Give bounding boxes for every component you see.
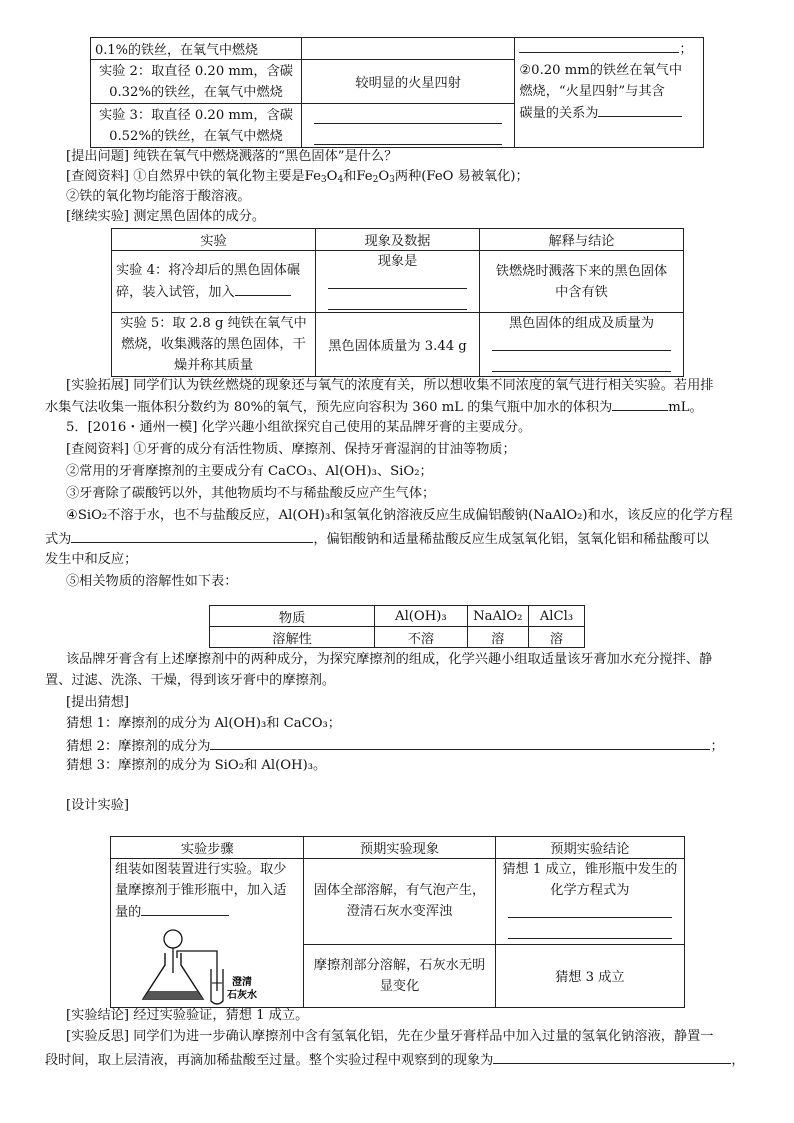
cell-text: 现象是 [377, 254, 418, 269]
answer-blank[interactable] [493, 1049, 731, 1064]
cell-text: 猜想 3 成立 [555, 970, 625, 986]
table1-row0-col2 [301, 38, 514, 60]
apparatus-diagram [115, 925, 295, 1007]
cell-text: 组装如图装置进行实验。取少 [115, 862, 287, 877]
table1-row2-col1 [91, 104, 302, 148]
table2-r2c2 [316, 313, 480, 377]
answer-blank[interactable] [508, 905, 672, 918]
design-table [110, 836, 685, 1008]
cell-text: 0.1%的铁丝，在氧气中燃烧 [95, 43, 259, 58]
sol-cell: Al(OH)₃ [375, 606, 467, 627]
funnel-bulb [164, 930, 182, 948]
info5-6: 发生中和反应； [45, 552, 138, 567]
answer-blank[interactable] [328, 297, 467, 310]
table1-row0-col1 [91, 38, 302, 60]
table2-r1c3 [480, 251, 684, 313]
cell-text: ②0.20 mm的铁丝在氧气中 [519, 63, 683, 78]
table3-r2c3 [495, 944, 684, 1007]
answer-blank[interactable] [314, 111, 502, 124]
flask-contents [143, 991, 203, 999]
info-text-2: ②铁的氧化物均能溶于酸溶液。 [66, 189, 251, 204]
answer-blank[interactable] [612, 396, 668, 411]
info5-2: ②常用的牙膏摩擦剂的主要成分有 CaCO₃、Al(OH)₃、SiO₂； [66, 464, 433, 479]
reflect-text-1: [实验反思] 同学们为进一步确认摩擦剂中含有氢氧化铝，先在少量牙膏样品中加入过量的氢氧化钠溶液，静置一 [66, 1029, 714, 1044]
experiment-table-1 [90, 37, 704, 148]
para-1: 该品牌牙膏含有上述摩擦剂中的两种成分，为探究摩擦剂的组成，化学兴趣小组取适量该牙膏加水充分搅拌、静 [66, 652, 713, 667]
info5-4: ④SiO₂不溶于水，也不与盐酸反应，Al(OH)₃和氢氧化钠溶液反应生成偏铝酸钠(NaAlO₂)和水，该反应的化学方程 [66, 508, 733, 523]
cell-text: 黑色固体的组成及质量为 [508, 316, 655, 331]
apparatus-label: 石灰水 [227, 990, 257, 1001]
cell-text: 中含有铁 [555, 284, 608, 300]
para-2: 置、过滤、洗涤、干燥，得到该牙膏中的摩擦剂。 [45, 673, 336, 688]
answer-blank[interactable] [519, 38, 679, 53]
table2-header: 实验 [112, 229, 316, 251]
experiment-table-2 [111, 228, 684, 377]
answer-blank[interactable] [314, 132, 502, 145]
cell-text: 燥并称其质量 [173, 358, 254, 373]
table2-r2c1 [112, 313, 316, 377]
question-text: [提出问题] 纯铁在氧气中燃烧溅落的“黑色固体”是什么？ [66, 149, 398, 164]
answer-blank[interactable] [71, 528, 313, 543]
guess-heading: [提出猜想] [66, 695, 130, 710]
cell-text: 燃烧，“火星四射”与其含 [519, 84, 665, 99]
table2-r1c2 [316, 251, 480, 313]
cell-text: 量摩擦剂于锥形瓶中，加入适 [115, 883, 287, 898]
table3-r1c3 [495, 859, 684, 945]
cell-text: 燃烧，收集溅落的黑色固体，干 [121, 337, 306, 352]
info5-5: 式为 ，偏铝酸钠和适量稀盐酸反应生成氢氧化铝，氢氧化铝和稀盐酸可以 [45, 528, 709, 550]
reflect-text-2: 段时间，取上层清液，再滴加稀盐酸至过量。整个实验过程中观察到的现象为 ， [45, 1049, 745, 1071]
expand-text-1: [实验拓展] 同学们认为铁丝燃烧的现象还与氧气的浓度有关，所以想收集不同浓度的氧气进行相关实验。若用排 [66, 378, 714, 393]
cell-text: 实验 4：将冷却后的黑色固体碾 [116, 263, 301, 278]
table1-row2-col2 [301, 104, 514, 148]
table2-r1c1 [112, 251, 316, 313]
cell-text: 碳量的关系为 [519, 106, 599, 121]
answer-blank[interactable] [328, 276, 467, 289]
cell-text: 0.32%的铁丝，在氧气中燃烧 [109, 84, 283, 100]
table2-header: 解释与结论 [480, 229, 684, 251]
cell-text: 显变化 [379, 978, 420, 994]
table3-header: 预期实验现象 [304, 837, 495, 859]
info5-3: ③牙膏除了碳酸钙以外，其他物质均不与稀盐酸反应产生气体； [66, 486, 436, 501]
cell-text: 摩擦剂部分溶解，石灰水无明 [313, 957, 486, 973]
table3-r1c2 [304, 859, 495, 945]
conclusion-text: [实验结论] 经过实验验证，猜想 1 成立。 [66, 1008, 309, 1023]
answer-blank[interactable] [235, 281, 291, 296]
info5-1: [查阅资料] ①牙膏的成分有活性物质、摩擦剂、保持牙膏湿润的甘油等物质； [66, 442, 516, 457]
expand-text-2: 水集气法收集一瓶体积分数约为 80%的氧气，预先应向容积为 360 mL 的集气瓶中加水的体积为 mL。 [45, 396, 703, 418]
table1-col3 [515, 38, 704, 148]
cell-text: 量的 [115, 905, 142, 920]
sol-cell: 溶解性 [210, 627, 375, 648]
table1-row1-col1 [91, 60, 302, 104]
cell-text: 较明显的火星四射 [355, 76, 461, 91]
info-text: [查阅资料] ①自然界中铁的氧化物主要是$Fe_3O_4$和$Fe_2O_3$两种(FeO 易被氧化)； [66, 169, 529, 185]
answer-blank[interactable] [210, 735, 710, 750]
cell-text: 实验 2：取直径 0.20 mm，含碳 [98, 63, 293, 79]
solubility-table [209, 605, 585, 648]
apparatus-label: 澄清 [232, 977, 252, 988]
info5-7: ⑤相关物质的溶解性如下表： [66, 574, 238, 589]
cell-text: 铁燃烧时溅落下来的黑色固体 [495, 263, 668, 279]
sol-cell: 物质 [210, 606, 375, 627]
table2-header: 现象及数据 [316, 229, 480, 251]
sol-cell: 不溶 [375, 627, 467, 648]
cell-text: 化学方程式为 [550, 883, 630, 898]
answer-blank[interactable] [492, 359, 671, 372]
table3-header: 预期实验结论 [495, 837, 684, 859]
answer-blank[interactable] [508, 926, 672, 939]
table3-r2c2 [304, 944, 495, 1007]
cell-text: 0.52%的铁丝，在氧气中燃烧 [109, 128, 283, 144]
sol-cell: AlCl₃ [528, 606, 584, 627]
guess-3: 猜想 3：摩擦剂的成分为 SiO₂和 Al(OH)₃。 [66, 758, 327, 773]
table3-step [111, 859, 304, 1008]
table3-header: 实验步骤 [111, 837, 304, 859]
cell-text: 澄清石灰水变浑浊 [346, 904, 453, 920]
answer-blank[interactable] [492, 338, 671, 351]
table1-row1-col2 [301, 60, 514, 104]
cell-text: 碎，装入试管，加入 [116, 285, 235, 300]
cell-text: 固体全部溶解，有气泡产生， [313, 883, 486, 899]
sol-cell: NaAlO₂ [467, 606, 528, 627]
sol-cell: 溶 [528, 627, 584, 648]
answer-blank[interactable] [141, 901, 229, 916]
cell-text: 黑色固体质量为 3.44 g [328, 339, 467, 354]
guess-2: 猜想 2：摩擦剂的成分为 ； [66, 735, 724, 757]
cell-text: 实验 5：取 2.8 g 纯铁在氧气中 [120, 316, 307, 331]
continue-text: [继续实验] 测定黑色固体的成分。 [66, 209, 266, 224]
sol-cell: 溶 [467, 627, 528, 648]
answer-blank[interactable] [598, 102, 682, 117]
table2-r2c3 [480, 313, 684, 377]
design-heading: [设计实验] [66, 798, 130, 813]
question-5: 5．[2016・通州一模] 化学兴趣小组欲探究自己使用的某品牌牙膏的主要成分。 [66, 420, 532, 435]
cell-text: 猜想 1 成立，锥形瓶中发生的 [502, 862, 678, 877]
cell-text: 实验 3：取直径 0.20 mm，含碳 [98, 107, 293, 123]
cell-text: ； [679, 42, 693, 57]
guess-1: 猜想 1：摩擦剂的成分为 Al(OH)₃和 CaCO₃； [66, 716, 341, 731]
